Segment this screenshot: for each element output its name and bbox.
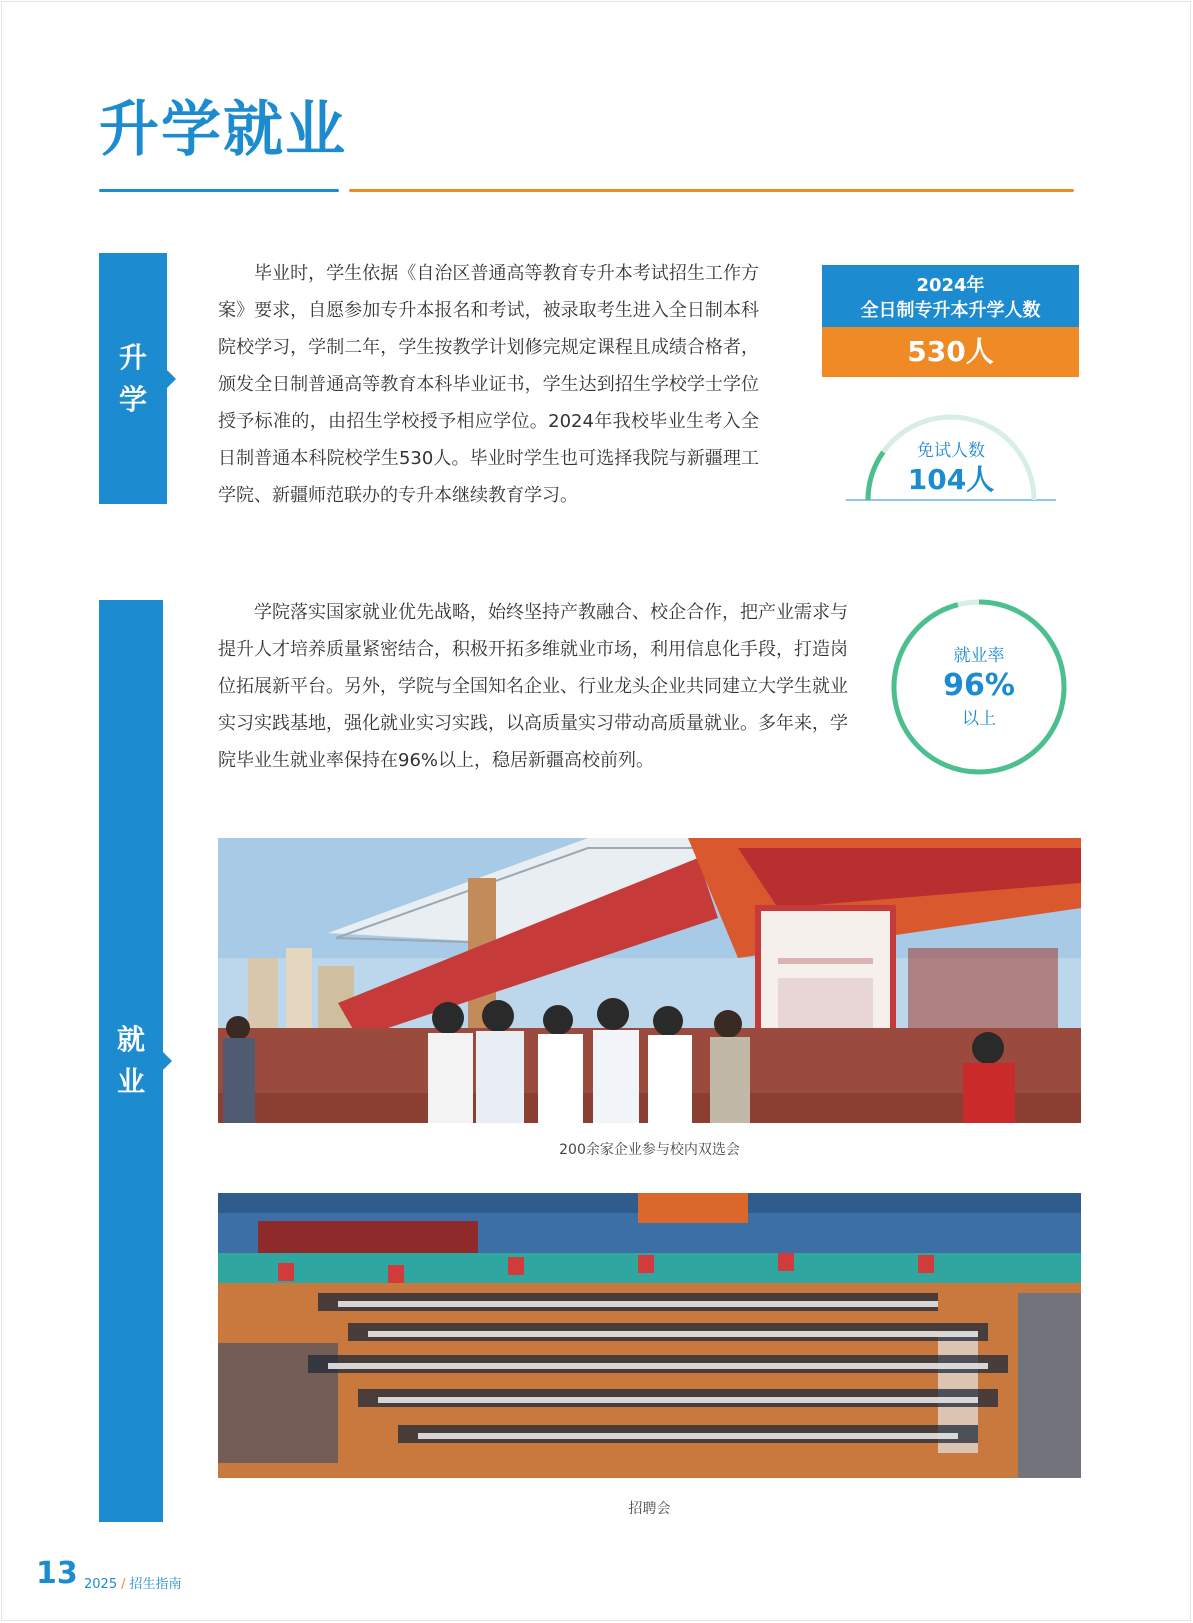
page-title: 升学就业 <box>99 95 347 165</box>
stat-label: 全日制专升本升学人数 <box>860 300 1041 321</box>
exempt-label: 免试人数 <box>917 441 985 461</box>
footer-separator: / <box>121 1577 126 1592</box>
stat-header <box>822 265 1079 327</box>
footer-year: 2025 <box>84 1577 118 1592</box>
further-study-paragraph: 毕业时，学生依据《自治区普通高等教育专升本考试招生工作方案》要求，自愿参加专升本报名和考试，被录取考生进入全日制本科院校学习，学制二年，学生按教学计划修完规定课程且成绩合格者，颁发全日制普通高等教育本科毕业证书，学生达到招生学校学士学位授予标准的，由招生学校授予相应学位。2024年我校毕业生考入全日制普通本科院校学生530人。毕业时学生也可选择我院与新疆理工学院、新疆师范联办的专升本继续教育学习。 <box>218 263 759 506</box>
recruitment-photo <box>218 1193 1081 1478</box>
footer-guide: 招生指南 <box>129 1577 182 1592</box>
title-underline-orange <box>349 189 1074 192</box>
recruitment-illustration <box>218 1193 1081 1478</box>
page-number: 13 <box>36 1556 78 1591</box>
job-fair-caption: 200余家企业参与校内双选会 <box>559 1142 740 1158</box>
section-tab-label: 升学 <box>118 340 147 416</box>
job-fair-photo <box>218 838 1081 1123</box>
title-underline-blue <box>99 189 339 192</box>
job-fair-illustration <box>218 838 1081 1123</box>
rate-label: 就业率 <box>953 646 1005 666</box>
rate-suffix: 以上 <box>962 709 996 729</box>
upgrade-count-stat <box>822 265 1079 377</box>
rate-value: 96% <box>943 668 1015 703</box>
section-tab-further-study <box>99 253 167 504</box>
stat-year: 2024年 <box>916 275 985 296</box>
exempt-value: 104人 <box>907 463 995 496</box>
employment-paragraph: 学院落实国家就业优先战略，始终坚持产教融合、校企合作，把产业需求与提升人才培养质量紧密结合，积极开拓多维就业市场，利用信息化手段，打造岗位拓展新平台。另外，学院与全国知名企业、行业龙头企业共同建立大学生就业实习实践基地，强化就业实习实践，以高质量实习带动高质量就业。多年来，学院毕业生就业率保持在96%以上，稳居新疆高校前列。 <box>218 602 848 771</box>
footer-label <box>84 1573 182 1592</box>
stat-value: 530人 <box>822 327 1079 377</box>
section-tab-employment <box>99 600 163 1522</box>
section-tab-label: 就业 <box>116 1023 145 1098</box>
recruitment-caption: 招聘会 <box>628 1501 671 1517</box>
